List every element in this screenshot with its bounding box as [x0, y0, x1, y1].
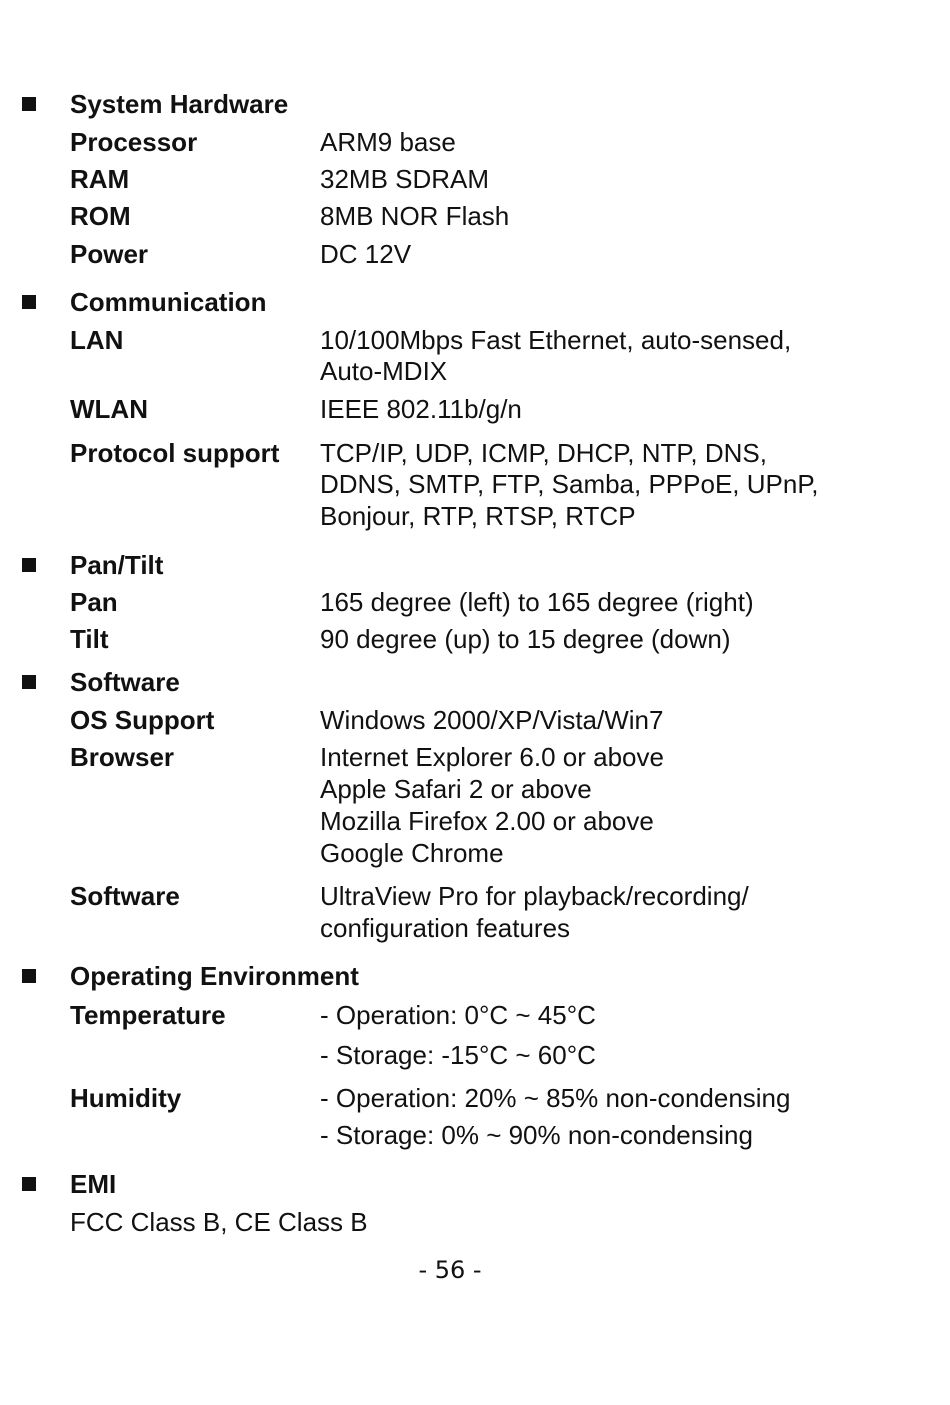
label-lan: LAN — [70, 325, 124, 355]
label-software: Software — [70, 881, 180, 911]
section-title-emi: EMI — [70, 1169, 117, 1199]
value-lan-line-1: 10/100Mbps Fast Ethernet, auto-sensed, — [320, 325, 792, 355]
value-browser-line-2: Apple Safari 2 or above — [320, 774, 592, 804]
label-ram: RAM — [70, 164, 130, 194]
bullet-square-icon — [22, 558, 36, 572]
bullet-square-icon — [22, 675, 36, 689]
label-browser: Browser — [70, 742, 175, 772]
label-wlan: WLAN — [70, 394, 148, 424]
label-os-support: OS Support — [70, 705, 215, 735]
label-processor: Processor — [70, 127, 198, 157]
value-emi: FCC Class B, CE Class B — [70, 1207, 368, 1237]
value-rom: 8MB NOR Flash — [320, 201, 510, 231]
label-rom: ROM — [70, 201, 131, 231]
section-title-software: Software — [70, 667, 180, 697]
value-tilt: 90 degree (up) to 15 degree (down) — [320, 624, 731, 654]
value-processor: ARM9 base — [320, 127, 456, 157]
section-title-system-hardware: System Hardware — [70, 89, 289, 119]
page-number: - 56 - — [418, 1256, 482, 1284]
value-lan-line-2: Auto-MDIX — [320, 356, 448, 386]
label-pan: Pan — [70, 587, 118, 617]
value-wlan: IEEE 802.11b/g/n — [320, 394, 522, 424]
label-humidity: Humidity — [70, 1083, 182, 1113]
label-tilt: Tilt — [70, 624, 109, 654]
section-title-communication: Communication — [70, 287, 267, 317]
value-software-line-1: UltraView Pro for playback/recording/ — [320, 881, 749, 911]
bullet-square-icon — [22, 1177, 36, 1191]
value-browser-line-3: Mozilla Firefox 2.00 or above — [320, 806, 654, 836]
value-protocol-line-3: Bonjour, RTP, RTSP, RTCP — [320, 501, 636, 531]
value-humidity-line-2: - Storage: 0% ~ 90% non-condensing — [320, 1120, 753, 1150]
value-power: DC 12V — [320, 239, 412, 269]
section-title-operating-environment: Operating Environment — [70, 961, 359, 991]
value-temperature-line-2: - Storage: -15°C ~ 60°C — [320, 1040, 596, 1070]
value-protocol-line-2: DDNS, SMTP, FTP, Samba, PPPoE, UPnP, — [320, 469, 819, 499]
value-temperature-line-1: - Operation: 0°C ~ 45°C — [320, 1000, 596, 1030]
value-software-line-2: configuration features — [320, 913, 571, 943]
label-temperature: Temperature — [70, 1000, 226, 1030]
value-humidity-line-1: - Operation: 20% ~ 85% non-condensing — [320, 1083, 791, 1113]
value-pan: 165 degree (left) to 165 degree (right) — [320, 587, 754, 617]
value-ram: 32MB SDRAM — [320, 164, 490, 194]
value-browser-line-4: Google Chrome — [320, 838, 504, 868]
bullet-square-icon — [22, 969, 36, 983]
value-protocol-line-1: TCP/IP, UDP, ICMP, DHCP, NTP, DNS, — [320, 438, 767, 468]
bullet-square-icon — [22, 295, 36, 309]
section-title-pan-tilt: Pan/Tilt — [70, 550, 164, 580]
value-browser-line-1: Internet Explorer 6.0 or above — [320, 742, 664, 772]
label-power: Power — [70, 239, 149, 269]
label-protocol-support: Protocol support — [70, 438, 280, 468]
bullet-square-icon — [22, 97, 36, 111]
value-os-support: Windows 2000/XP/Vista/Win7 — [320, 705, 664, 735]
